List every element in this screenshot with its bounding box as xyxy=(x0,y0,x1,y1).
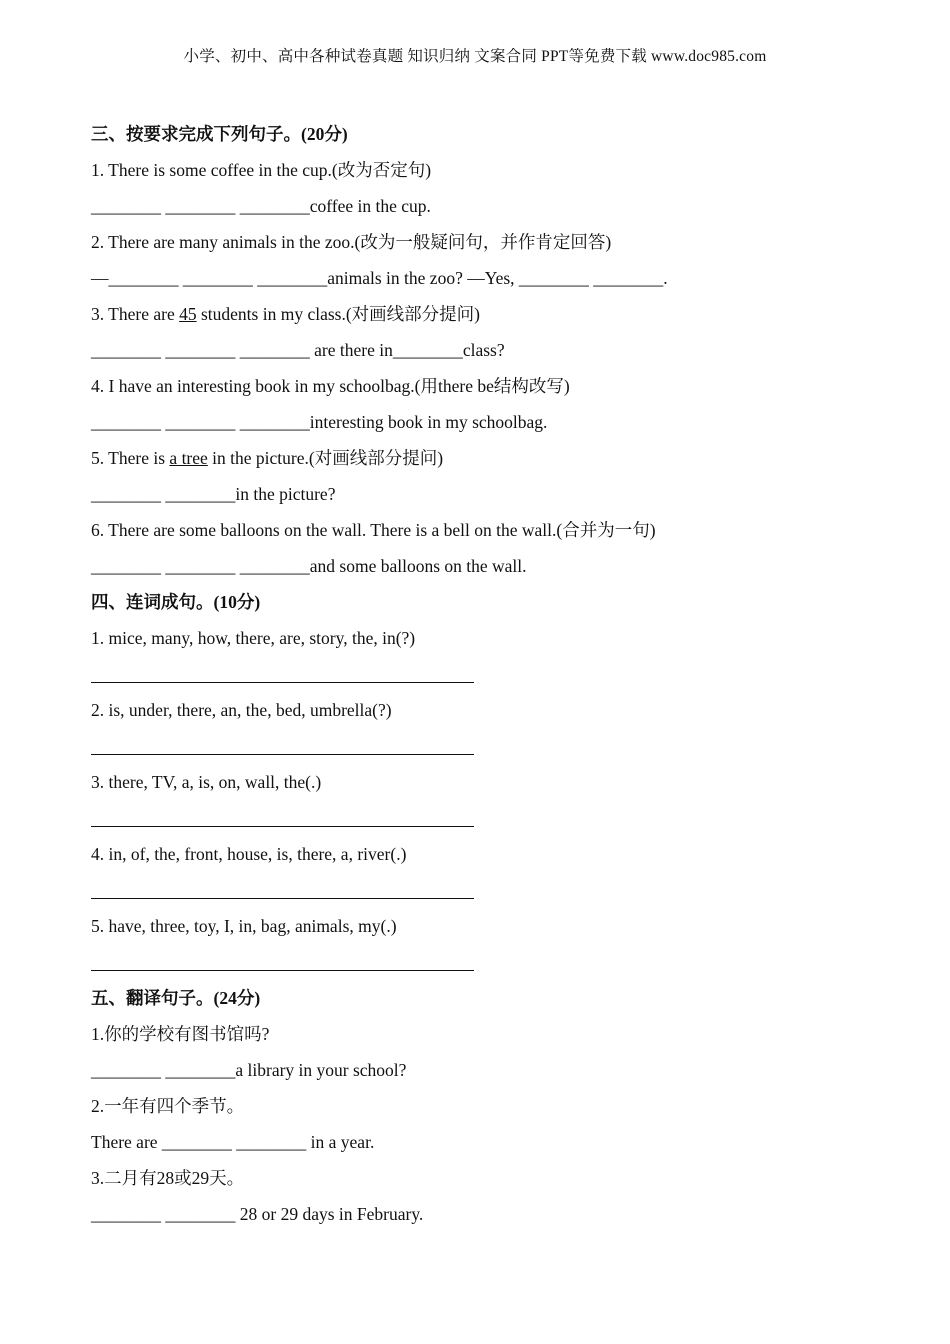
s5-q3-text: 3.二月有28或29天。 xyxy=(91,1168,245,1188)
s5-q1-text: 1.你的学校有图书馆吗? xyxy=(91,1024,270,1044)
s3-q2-answer: —________ ________ ________animals in the zoo? —Yes, ________ ________. xyxy=(91,268,668,288)
s5-q2-answer: There are ________ ________ in a year. xyxy=(91,1132,375,1152)
s4-item-1: 1. mice, many, how, there, are, story, the, in(?) xyxy=(91,628,416,648)
s3-q3-underlined: 45 xyxy=(179,304,197,324)
s3-q1-text: 1. There is some coffee in the cup.(改为否定句) xyxy=(91,160,432,180)
s3-q3-answer: ________ ________ ________ are there in________class? xyxy=(91,340,505,360)
section-3-title: 三、按要求完成下列句子。(20分) xyxy=(91,124,348,144)
s3-q5-prefix: 5. There is xyxy=(91,448,170,468)
s4-item-3: 3. there, TV, a, is, on, wall, the(.) xyxy=(91,772,322,792)
s3-q4-answer: ________ ________ ________interesting book in my schoolbag. xyxy=(91,412,548,432)
s5-q3-answer: ________ ________ 28 or 29 days in February. xyxy=(91,1204,424,1224)
s3-q1-answer: ________ ________ ________coffee in the cup. xyxy=(91,196,431,216)
page-header: 小学、初中、高中各种试卷真题 知识归纳 文案合同 PPT等免费下载 www.doc985.com xyxy=(183,48,767,65)
s4-answer-line-2 xyxy=(91,728,474,764)
s4-answer-line-4 xyxy=(91,872,474,908)
s3-q5-underlined: a tree xyxy=(169,448,208,468)
s4-item-4: 4. in, of, the, front, house, is, there, a, river(.) xyxy=(91,844,407,864)
s4-item-2: 2. is, under, there, an, the, bed, umbrella(?) xyxy=(91,700,392,720)
s3-q6-answer: ________ ________ ________and some balloons on the wall. xyxy=(91,556,527,576)
worksheet-content xyxy=(91,116,891,1232)
section-5-title: 五、翻译句子。(24分) xyxy=(91,988,261,1008)
s3-q3-suffix: students in my class.(对画线部分提问) xyxy=(196,304,480,324)
s4-answer-line-1 xyxy=(91,656,474,692)
s5-q2-text: 2.一年有四个季节。 xyxy=(91,1096,245,1116)
s3-q4-text: 4. I have an interesting book in my schoolbag.(用there be结构改写) xyxy=(91,376,570,396)
s3-q5-text xyxy=(91,440,891,476)
s3-q5-answer: ________ ________in the picture? xyxy=(91,484,336,504)
s4-answer-line-5 xyxy=(91,944,474,980)
s3-q5-suffix: in the picture.(对画线部分提问) xyxy=(207,448,444,468)
s3-q3-prefix: 3. There are xyxy=(91,304,180,324)
s3-q2-text: 2. There are many animals in the zoo.(改为一般疑问句，并作肯定回答) xyxy=(91,232,612,252)
s3-q6-text: 6. There are some balloons on the wall. There is a bell on the wall.(合并为一句) xyxy=(91,520,656,540)
s4-item-5: 5. have, three, toy, I, in, bag, animals, my(.) xyxy=(91,916,397,936)
s4-answer-line-3 xyxy=(91,800,474,836)
section-4-title: 四、连词成句。(10分) xyxy=(91,592,261,612)
s5-q1-answer: ________ ________a library in your school? xyxy=(91,1060,407,1080)
s3-q3-text xyxy=(91,296,891,332)
